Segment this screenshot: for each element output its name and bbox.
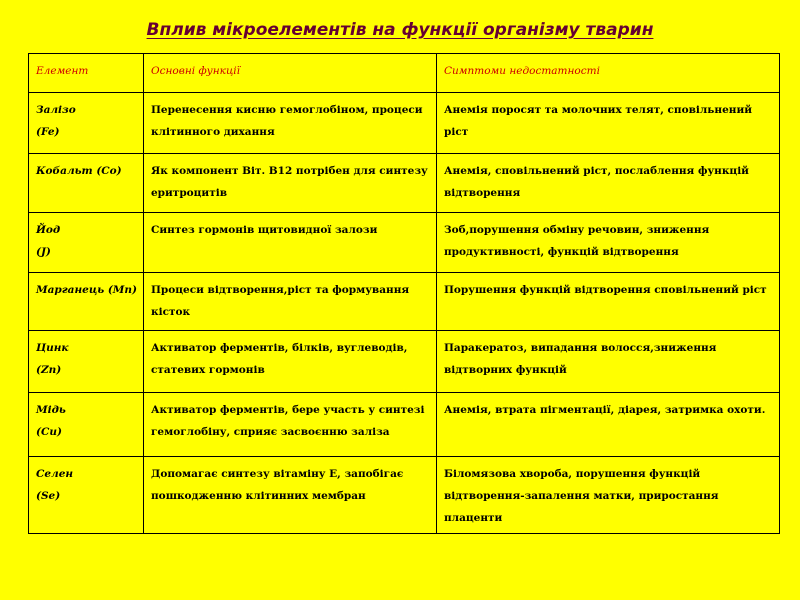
element-symbol: (Zn)	[36, 364, 62, 376]
table-row	[29, 273, 780, 331]
element-cell	[29, 273, 144, 331]
table-row	[29, 331, 780, 393]
element-name: Мідь	[36, 404, 66, 416]
element-cell	[29, 331, 144, 393]
element-cell	[29, 457, 144, 534]
table-row	[29, 393, 780, 457]
header-functions: Основні функції	[144, 54, 437, 93]
symptoms-cell: Анемія поросят та молочних телят, сповільнений ріст	[437, 93, 780, 154]
symptoms-cell: Анемія, втрата пігментації, діарея, затримка охоти.	[437, 393, 780, 457]
element-symbol: (Se)	[36, 490, 61, 502]
header-element: Елемент	[29, 54, 144, 93]
table-row	[29, 457, 780, 534]
symptoms-cell: Зоб,порушення обміну речовин, зниження продуктивності, функцій відтворення	[437, 213, 780, 273]
symptoms-cell: Біломязова хвороба, порушення функцій відтворення-запалення матки, приростання плаценти	[437, 457, 780, 534]
element-symbol: (J)	[36, 246, 51, 258]
table-row	[29, 154, 780, 213]
element-name: Йод	[36, 224, 61, 236]
table-row	[29, 213, 780, 273]
header-row	[29, 54, 780, 93]
symptoms-cell: Порушення функцій відтворення сповільнений ріст	[437, 273, 780, 331]
functions-cell: Перенесення кисню гемоглобіном, процеси клітинного дихання	[144, 93, 437, 154]
element-cell	[29, 93, 144, 154]
header-symptoms: Симптоми недостатності	[437, 54, 780, 93]
symptoms-cell: Анемія, сповільнений ріст, послаблення функцій відтворення	[437, 154, 780, 213]
functions-cell: Активатор ферментів, білків, вуглеводів, статевих гормонів	[144, 331, 437, 393]
element-name: Марганець (Mn)	[36, 284, 138, 296]
microelements-table	[28, 53, 780, 534]
functions-cell: Допомагає синтезу вітаміну Е, запобігає пошкодженню клітинних мембран	[144, 457, 437, 534]
element-cell	[29, 393, 144, 457]
table-row	[29, 93, 780, 154]
element-cell	[29, 213, 144, 273]
element-cell	[29, 154, 144, 213]
element-symbol: (Cu)	[36, 426, 62, 438]
functions-cell: Синтез гормонів щитовидної залози	[144, 213, 437, 273]
symptoms-cell: Паракератоз, випадання волосся,зниження відтворних функцій	[437, 331, 780, 393]
element-name: Селен	[36, 468, 74, 480]
element-name: Кобальт (Co)	[36, 165, 122, 177]
page-title	[0, 20, 800, 40]
element-symbol: (Fe)	[36, 126, 60, 138]
title-text: Вплив мікроелементів на функції організму тварин	[146, 20, 654, 40]
functions-cell: Процеси відтворення,ріст та формування кісток	[144, 273, 437, 331]
functions-cell: Як компонент Віт. В12 потрібен для синтезу еритроцитів	[144, 154, 437, 213]
element-name: Залізо	[36, 104, 76, 116]
functions-cell: Активатор ферментів, бере участь у синтезі гемоглобіну, сприяє засвоєнню заліза	[144, 393, 437, 457]
element-name: Цинк	[36, 342, 69, 354]
